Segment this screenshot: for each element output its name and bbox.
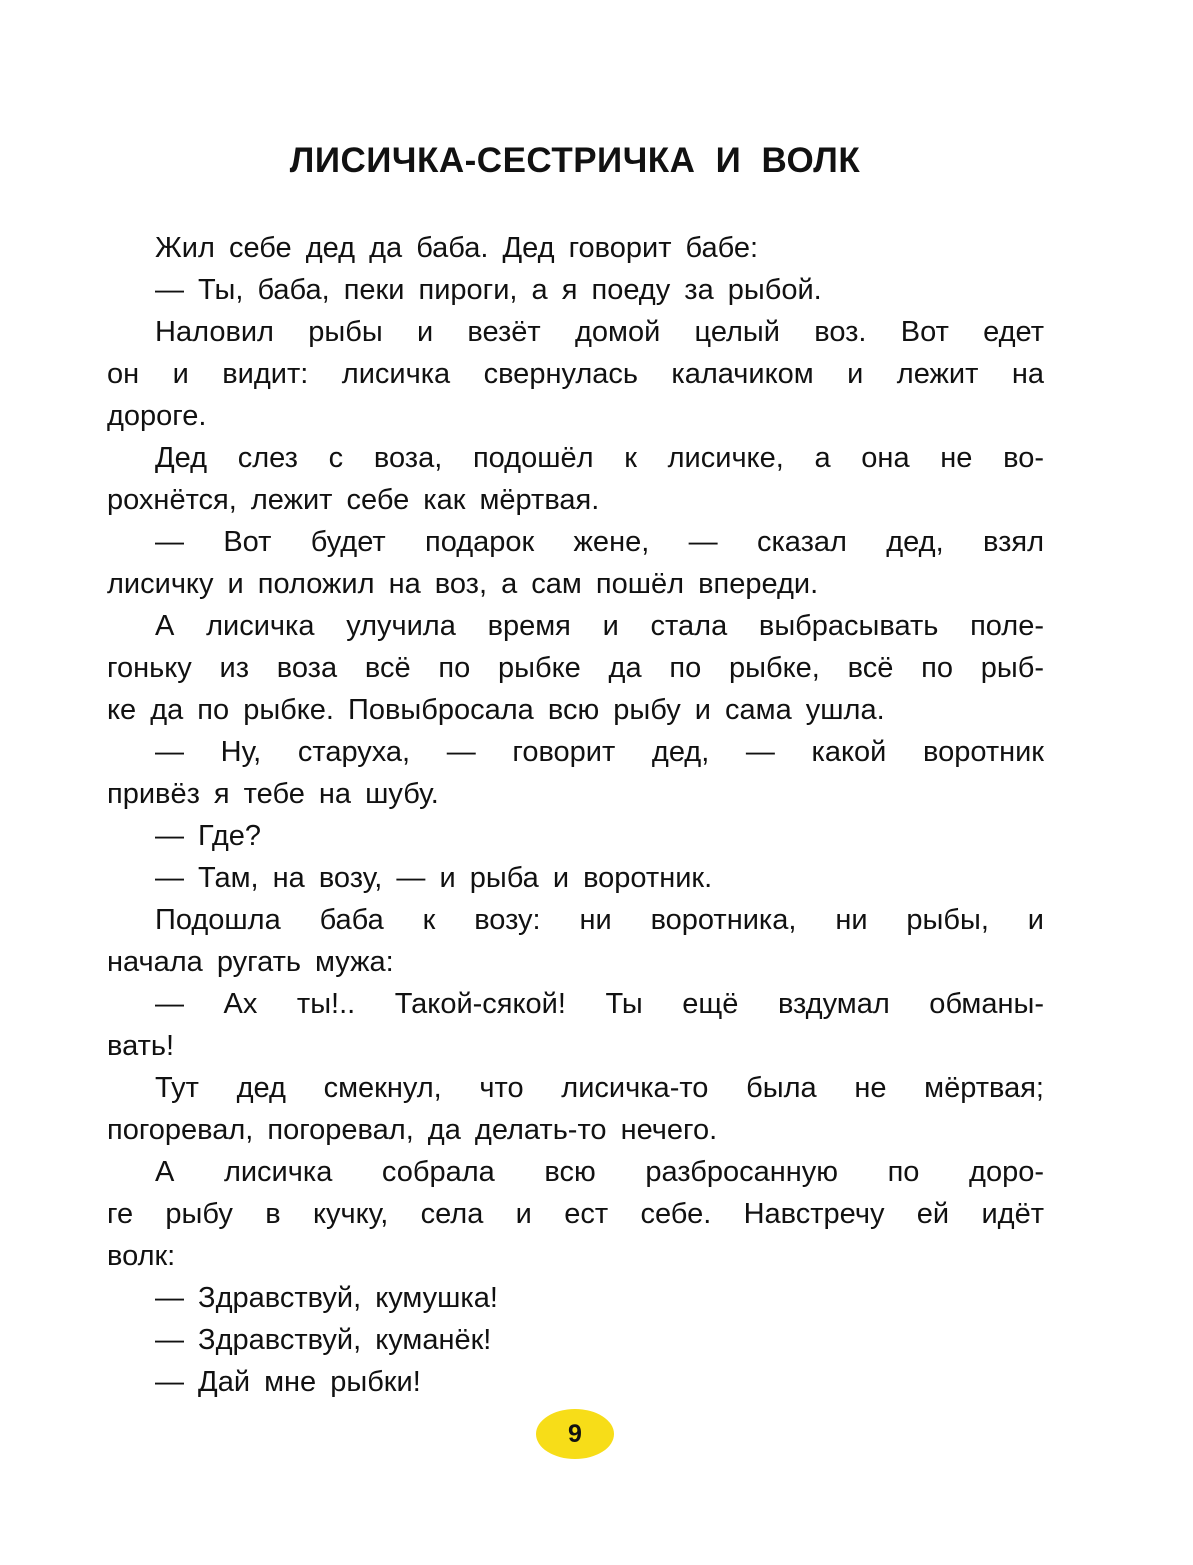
text-line: — Здравствуй, куманёк! — [155, 1324, 492, 1356]
text-line: ке да по рыбке. Повыбросала всю рыбу и сама ушла. — [107, 694, 885, 726]
text-line: — Там, на возу, — и рыба и воротник. — [155, 862, 713, 894]
text-line: начала ругать мужа: — [107, 946, 394, 978]
text-line: дороге. — [107, 400, 207, 432]
text-line: — Ты, баба, пеки пироги, а я поеду за рыбой. — [155, 274, 822, 306]
page-number: 9 — [568, 1419, 582, 1448]
text-line: — Здравствуй, кумушка! — [155, 1282, 498, 1314]
text-line: Дед слез с воза, подошёл к лисичке, а она не во- — [155, 442, 1044, 474]
page-number-badge — [536, 1409, 614, 1459]
text-line: Наловил рыбы и везёт домой целый воз. Вот едет — [155, 316, 1044, 348]
text-line: привёз я тебе на шубу. — [107, 778, 439, 810]
text-line: А лисичка улучила время и стала выбрасывать поле- — [155, 610, 1044, 642]
text-line: Тут дед смекнул, что лисичка-то была не мёртвая; — [155, 1072, 1044, 1104]
page-title: ЛИСИЧКА-СЕСТРИЧКА И ВОЛК — [289, 141, 861, 180]
text-line: — Дай мне рыбки! — [155, 1366, 421, 1398]
text-line: лисичку и положил на воз, а сам пошёл впереди. — [107, 568, 819, 600]
text-line: — Где? — [155, 820, 261, 852]
text-line: погоревал, погоревал, да делать-то нечего. — [107, 1114, 718, 1146]
text-line: он и видит: лисичка свернулась калачиком и лежит на — [107, 358, 1044, 390]
text-line: волк: — [107, 1240, 176, 1272]
text-line: рохнётся, лежит себе как мёртвая. — [107, 484, 600, 516]
story-text — [107, 227, 1044, 1403]
text-line: — Ах ты!.. Такой-сякой! Ты ещё вздумал обманы- — [155, 988, 1044, 1020]
text-line: Жил себе дед да баба. Дед говорит бабе: — [155, 232, 759, 264]
text-line: — Ну, старуха, — говорит дед, — какой воротник — [155, 736, 1044, 768]
text-line: ге рыбу в кучку, села и ест себе. Навстречу ей идёт — [107, 1198, 1044, 1230]
text-line: А лисичка собрала всю разбросанную по доро- — [155, 1156, 1044, 1188]
text-line: Подошла баба к возу: ни воротника, ни рыбы, и — [155, 904, 1044, 936]
text-line: вать! — [107, 1030, 175, 1062]
text-line: — Вот будет подарок жене, — сказал дед, взял — [155, 526, 1044, 558]
text-line: гоньку из воза всё по рыбке да по рыбке, всё по рыб- — [107, 652, 1044, 684]
